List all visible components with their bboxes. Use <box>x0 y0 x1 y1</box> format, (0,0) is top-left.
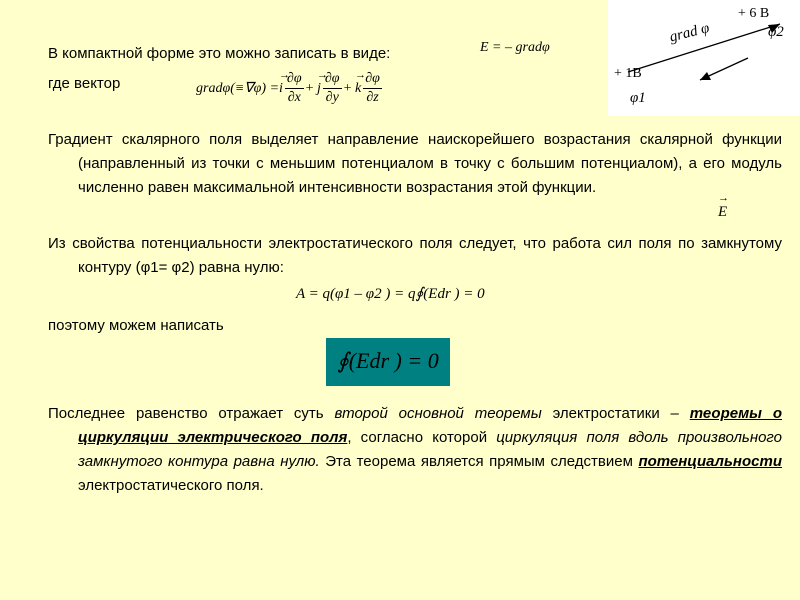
gradient-definition-formula <box>196 70 384 107</box>
circulation-formula-box: ∮(Edr ) = 0 <box>326 338 450 386</box>
phi2-label: φ2 <box>768 24 784 40</box>
dphi-num-y: ∂φ <box>323 70 342 89</box>
theorem-text-2: электростатики – <box>541 405 690 422</box>
compact-form-line: В компактной форме это можно записать в виде: <box>48 45 391 62</box>
potentiality-term: потенциальности <box>638 453 782 470</box>
grad-phi-label: grad φ <box>668 20 712 46</box>
work-formula: A = q(φ1 – φ2 ) = q∮(Edr ) = 0 <box>296 286 485 302</box>
theorem-name-italic: второй основной теоремы <box>334 405 542 422</box>
plus-2: + <box>343 80 352 96</box>
gradient-description: Градиент скалярного поля выделяет направление наискорейшего возрастания скалярной функции (направленный из точки с меньшим потенциалом в точку с большим потенциалом), а его модуль численно равен максимальной интенсивности возрастания этой функции. <box>48 131 782 196</box>
left-potential-label: + 1B <box>614 66 642 81</box>
potential-property-text: Из свойства потенциальности электростатического поля следует, что работа сил поля по замкнутому контуру (φ1= φ2) равна нулю: <box>48 235 782 276</box>
theorem-text-1: Последнее равенство отражает суть <box>48 405 335 422</box>
circulation-statement: циркуляция поля вдоль произвольного замкнутого контура равна нулю. <box>78 429 782 470</box>
therefore-text: поэтому можем написать <box>48 317 224 334</box>
unit-j: → j <box>317 81 321 97</box>
unit-i: → i <box>279 81 283 97</box>
top-potential-label: + 6 B <box>738 6 770 21</box>
plus-1: + <box>305 80 314 96</box>
dphi-num-z: ∂φ <box>363 70 382 89</box>
field-gradient-formula: E = – gradφ <box>480 40 550 55</box>
dphi-dz <box>363 70 382 107</box>
theorem-text-4: Эта теорема является прямым следствием <box>319 453 639 470</box>
phi1-label: φ1 <box>630 90 646 106</box>
dphi-num-x: ∂φ <box>285 70 304 89</box>
unit-k: → k <box>355 81 361 97</box>
dx-den: ∂x <box>287 90 301 105</box>
circulation-theorem-title: теоремы о циркуляции электрического поля <box>78 405 782 446</box>
theorem-paragraph <box>48 402 782 498</box>
dy-den: ∂y <box>325 90 339 105</box>
e-vector-label: → E <box>718 204 727 221</box>
where-vector-line: где вектор <box>48 75 121 92</box>
grad-lhs: gradφ(≡∇φ) = <box>196 81 280 96</box>
dz-den: ∂z <box>366 90 379 105</box>
gradient-diagram <box>608 0 800 220</box>
theorem-text-5: электростатического поля. <box>78 477 264 494</box>
theorem-text-3: , согласно которой <box>347 429 497 446</box>
